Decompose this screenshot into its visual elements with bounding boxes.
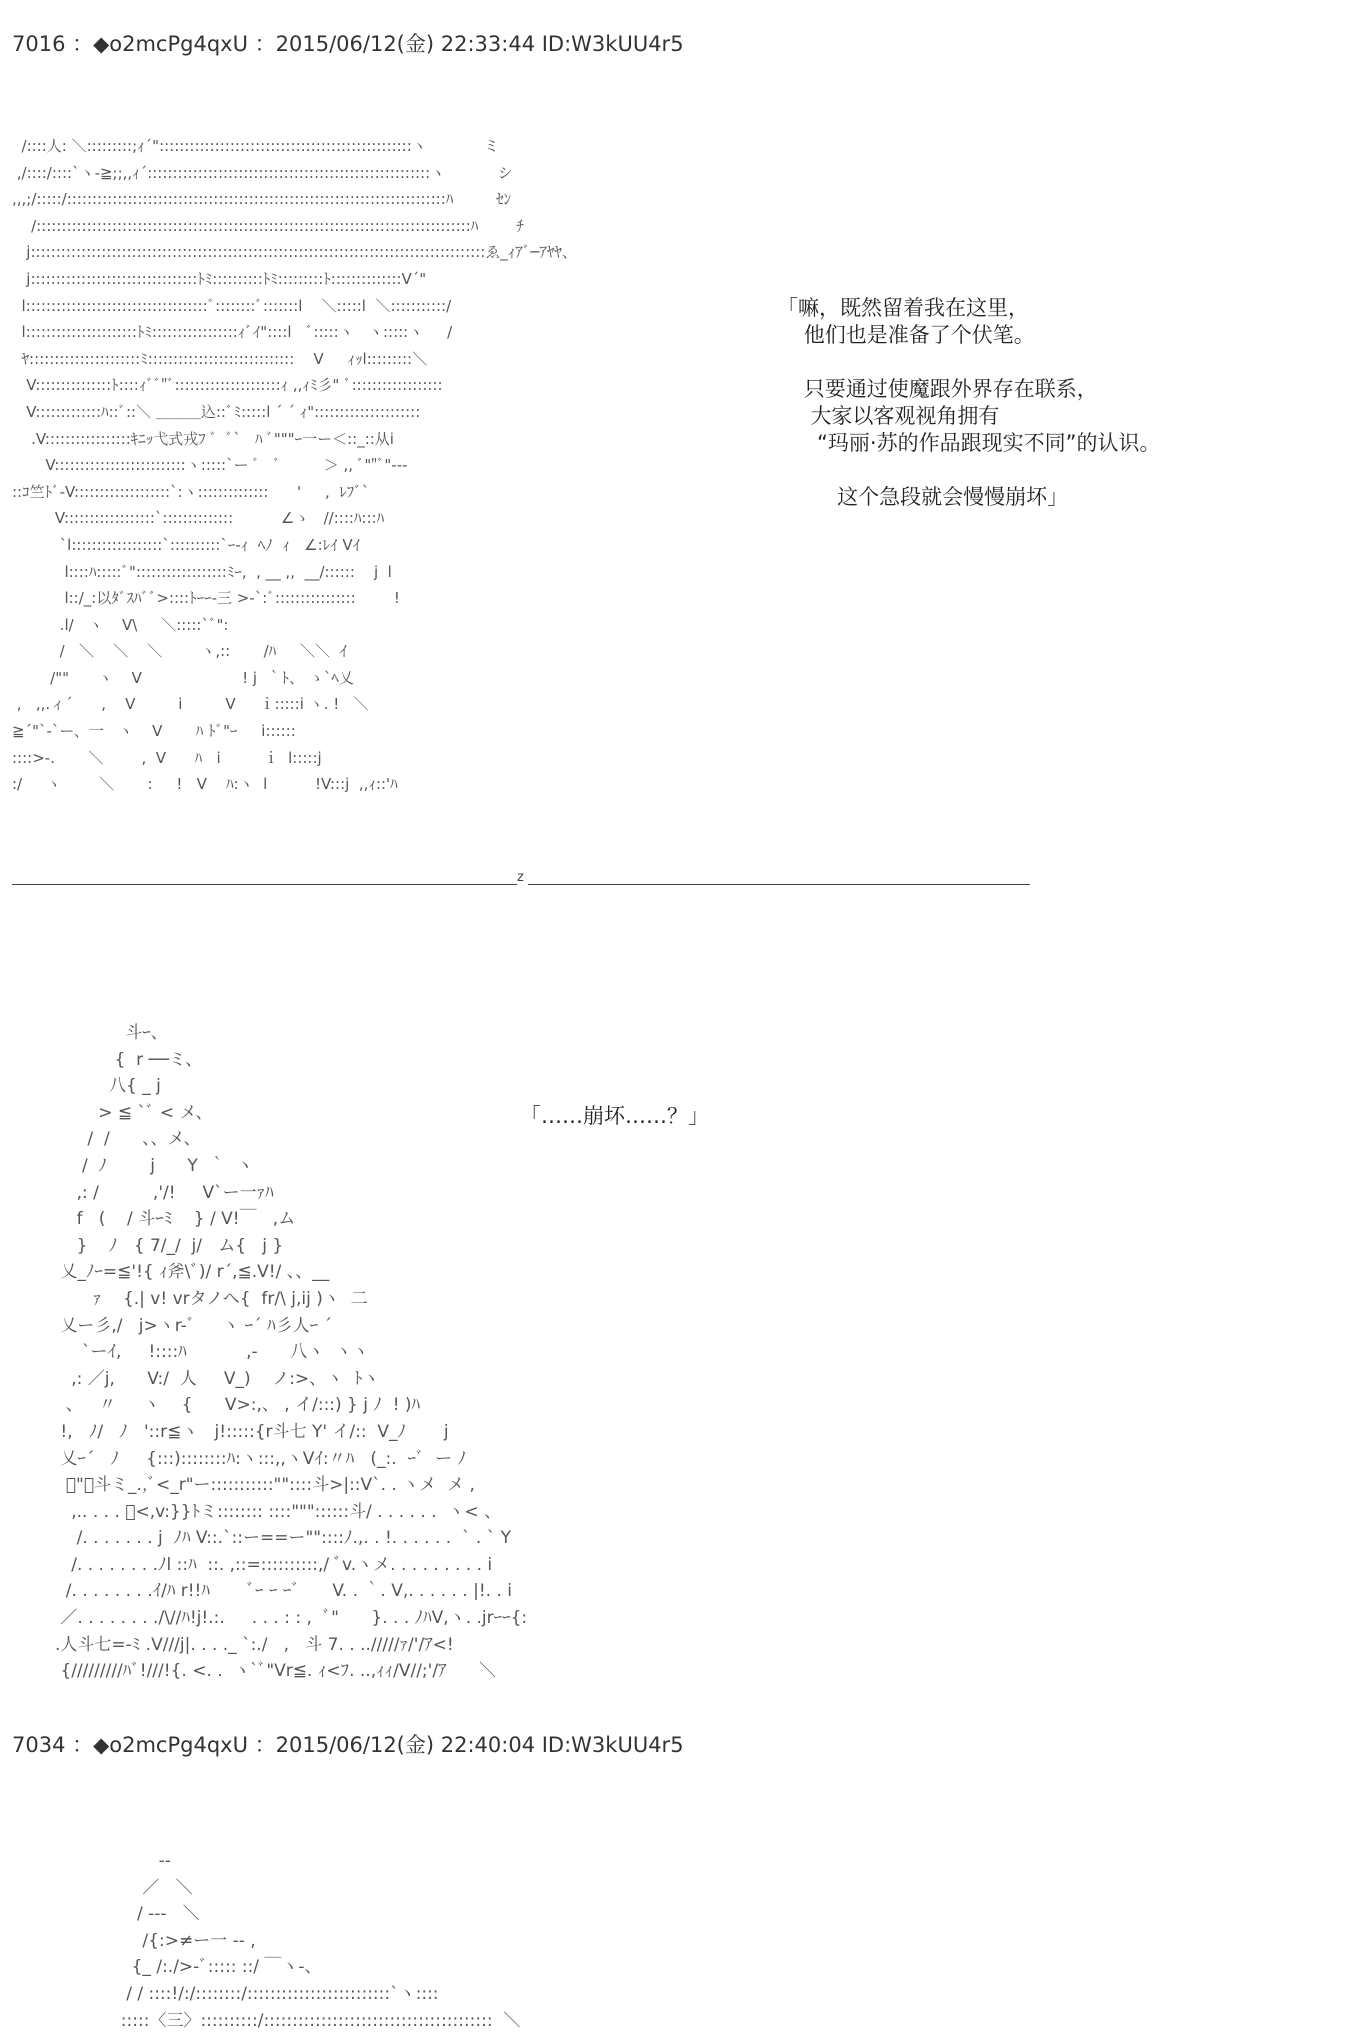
- post-header-7016: 7016 ：◆o2mcPg4qxU ：2015/06/12(金) 22:33:44 ID:W3kUU4r5: [12, 32, 684, 56]
- divider-label: z: [517, 870, 524, 885]
- speech-text-1: 「嘛，既然留着我在这里， 他们也是准备了个伏笔。 只要通过使魔跟外界存在联系， 大家以客观视角拥有 “玛丽·苏的作品跟现实不同”的认识。 这个急段就会慢慢崩坏」: [777, 296, 1161, 509]
- ascii-art-character-1: /::::人: ＼:::::::::;ｨ´"::::::::::::::::::::::::::::::::::::::::::::::::::ヽ ミ ,/::::/::::`ヽ-≧;;,,ｨ´::::::::::::::::::::::::::::::::::::::::::::::::::::::::ヽ シ ,,,;/:::::/:::::::::::::::::::::::::::::::::::::::::::::::::::::::::::::::::::::::::::ﾊ ｾﾝ /::::::::::::::::::::::::::::::::::::::::::::::::::::::::::::::::::::::::::::::::::::::ﾊ ﾁ j::::::::::::::::::::::::::::::::::::::::::::::::::::::::::::::::::::::::::::::::::::::::::ゑ_ｨｱﾞ─ｱﾔﾔ、 j:::::::::::::::::::::::::::::::::ﾄﾐ::::::::::ﾄﾐ:::::::::ﾄ::::::::::::::V´" l::::::::::::::::::::::::::::::::::::ﾞ::::::::ﾞ:::::::l ＼:::::l ＼:::::::::::/ l::::::::::::::::::::::ﾄﾐ:::::::::::::::::ｨﾞｲ"::::l ﾞ:::::ヽ ヽ:::::ヽ / ﾔ::::::::::::::::::::::ﾐ::::::::::::::::::::::::::::: V ｨｯl:::::::::＼ V:::::::::::::::ﾄ::::ｨﾞﾞ"ﾞ:::::::::::::::::::::ｨ ,,ｨﾐ彡" ﾞ:::::::::::::::::: V:::::::::::::ﾊ::ﾞ::＼ ＿＿＿込::ﾞﾐ:::::l ´ ´ ｨ"::::::::::::::::::::: .V:::::::::::::::::ｷﾆｯ弋式戎ﾌ ﾞ ﾞ` ﾊ ﾞ"""ｰ一ー＜::_::从i V::::::::::::::::::::::::::ヽ:::::`ー ﾞ ﾞ ＞ ,, ﾞ""ﾞ"--- ::ｺ竺ﾄﾞ-V:::::::::::::::::::`:ヽ:::::::::::::: ' , ﾚﾌﾞ` V::::::::::::::::::`:::::::::::::: ∠ゝ //::::ﾊ:::ﾊ `l::::::::::::::::::`::::::::::`ｰ-ｨ ﾍﾉ ｨ ∠:ﾚｲ Vｲ l::::ﾊ:::::ﾞ"::::::::::::::::::ﾐｰ, , __ ,, __/:::::: j l l::/_:以ﾀﾞｽﾊﾞﾞ>::::ﾄｰｰ-三 >-`:ﾞ:::::::::::::::: ! .l/ ヽ V\ ＼:::::`ﾞ": / ＼ ＼ ＼ ヽ,:: /ﾊ ＼＼ ｲ /"" ヽ V ! j ｀ﾄ、 ゝ`ﾍ乂 , ,,.ィ´ , V i V ｉ:::::i ヽ. ! ＼ ≧´"`-`ー、一 ヽ V ﾊ ﾄﾞ"ｰ i:::::: ::::>-. ＼ , V ﾊ i ｉ l:::::j :/ ヽ ＼ : ! V ﾊ:ヽ l !V:::j ,,ｨ::'ﾊ: [12, 137, 577, 794]
- post-header-7034: 7034 ：◆o2mcPg4qxU ：2015/06/12(金) 22:40:04 ID:W3kUU4r5: [12, 1733, 684, 1757]
- ascii-art-character-2: 斗ｰ、 { r ──ミ、 八{ _ j > ≦ `ﾞ < メ、 / / 、、メ、 / ﾉ j Y ｀ ヽ ,: / ,'/! V`ー一ｧﾊ f ( / 斗ｰﾐ } / V!￣ ,ム } ﾉ { 7/_/ j/ ム{ j } 乂_ﾉｰ=≦'!{ ｨ斧\ﾞ)/ r´,≦.V!/ 、、__ ｧ {.| v! vrタノへ{ fr/\ j,ij )ヽ 二 乂ー彡,/ j>ヽr-ﾞ ヽ ｰ´ ﾊ彡人ｰ ´ `ーｲ, !::::ﾊ ,- 八ヽ ヽヽ ,: ／j, V:/ 人 V_) ノ:>、ヽ ﾄヽ 、 〃 ヽ { V>:,、 , イ/:::) } j ﾉ ! )ﾊ !, ﾉ/ ﾉ '::r≦ヽ j!:::::{r斗七 Y' イ/:: V_ﾉ j 乂ｰ´ ﾉ {:::)::::::::ﾊ:ヽ:::,,ヽVｲ:〃ﾊ (_:. ｰﾞ ー ﾉ ﾞ"ﾞ斗ミ_.,ﾞ<_r"ー:::::::::::""::::斗>|::V`. . ヽメ メ , ,.. . . . ﾞ<,v:}}ﾄミ:::::::: ::::"""::::::斗/ . . . . . . ヽ< 、 /. . . . . . . j ﾉﾊ V::.`::ー==ー""::::ﾉ.,. . !. . . . . . ` . ` Y /. . . . . . . .ﾉl ::ﾊ ::. ,::=::::::::::,/ ﾞv.ヽメ. . . . . . . . . i /. . . . . . . .ｲ/ﾊ r!!ﾊ ﾞｰ ｰ ｰﾞ V. . ｀. V,. . . . . . |!. . i ／. . . . . . . ./\//ﾊ!j!.:. . . . : : , ﾞ" }. . . ﾉﾊV,ヽ. .jrｰｰ{: .人斗七=-ﾐ .V///j|. . . ._ `:./ , 斗 7. . ../////ｧ/'/ｱ<! {/////////ﾊﾞ!///!{. <. . ヽ`ﾞ"Vr≦. ｨ<ﾌ. ..,ｨｨ/V//;'/ｱ ＼: [55, 1023, 528, 1682]
- divider-right: [528, 884, 1030, 885]
- speech-text-2: 「……崩坏……？」: [520, 1104, 709, 1128]
- divider-left: [12, 884, 517, 885]
- ascii-art-character-3: -- ／ ＼ / --- ＼ /{:>≠ー一 -- , {_ /:./>-ﾞ::::: ::/ ￣ヽ-、 / / ::::!/:/::::::::/:::::::::::::::::::::::::`ヽ:::: :::::〈三〉::::::::::/:::::::::::::::::::::::::::::::::::::::: ＼: [120, 1851, 521, 2031]
